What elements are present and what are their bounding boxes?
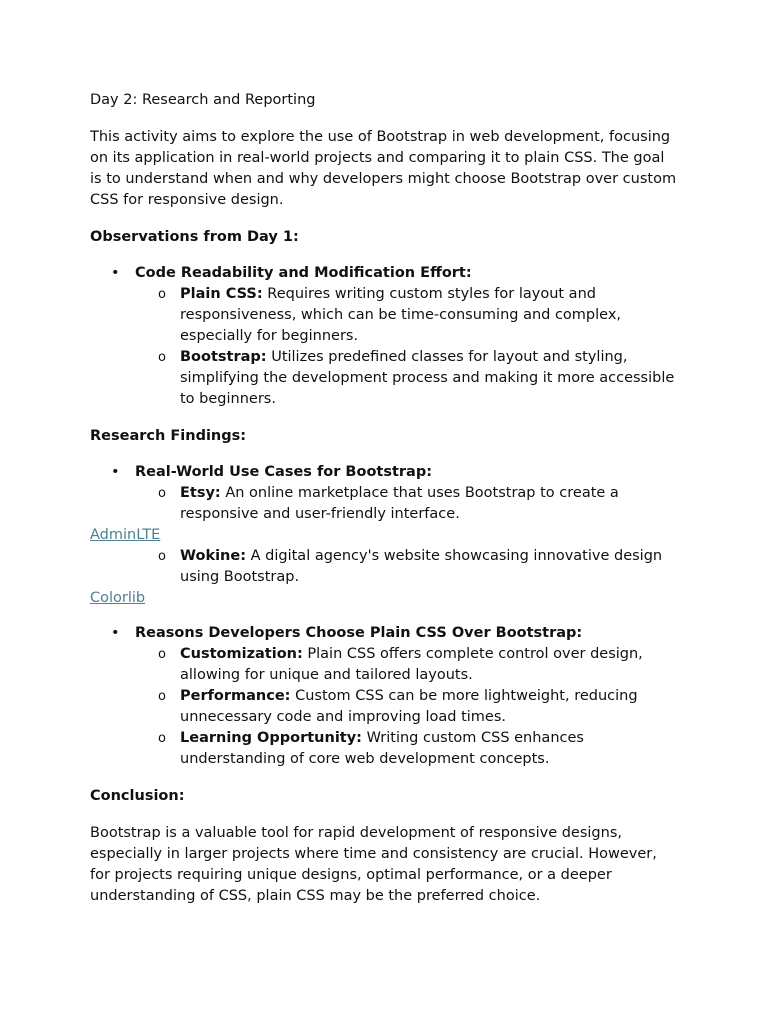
sub-bullet-text: Requires writing custom styles for layout and responsiveness, which can be time-consuming and complex, especially for beginners.: [180, 286, 622, 344]
sub-bullet-plain-css: [90, 284, 678, 347]
bullet-dot-icon: •: [111, 464, 120, 480]
sub-bullet-label: Wokine:: [180, 548, 247, 564]
sub-bullet-circle-icon: o: [158, 647, 166, 662]
bullet-label: Reasons Developers Choose Plain CSS Over Bootstrap:: [135, 625, 583, 641]
sub-bullet-text: A digital agency's website showcasing innovative design using Bootstrap.: [180, 548, 663, 585]
sub-bullet-label: Etsy:: [180, 485, 221, 501]
sub-bullet-etsy: [90, 483, 678, 525]
bullet-item-reasons: [90, 623, 678, 644]
conclusion-paragraph: Bootstrap is a valuable tool for rapid development of responsive designs, especially in larger projects where time and consistency are crucial. However, for projects requiring unique designs, optimal performance, or a deeper understanding of CSS, plain CSS may be the preferred choice.: [90, 825, 657, 904]
sub-bullet-label: Plain CSS:: [180, 286, 263, 302]
bullet-item-code-readability: [90, 263, 678, 284]
sub-bullet-circle-icon: o: [158, 731, 166, 746]
bullet-label: Real-World Use Cases for Bootstrap:: [135, 464, 433, 480]
sub-bullet-label: Performance:: [180, 688, 291, 704]
sub-bullet-circle-icon: o: [158, 689, 166, 704]
sub-bullet-circle-icon: o: [158, 350, 166, 365]
document-title: Day 2: Research and Reporting: [90, 92, 316, 108]
conclusion-heading: Conclusion:: [90, 788, 185, 804]
sub-bullet-customization: [90, 644, 678, 686]
bullet-dot-icon: •: [111, 265, 120, 281]
sub-bullet-bootstrap: [90, 347, 678, 410]
sub-bullet-text: Custom CSS can be more lightweight, reducing unnecessary code and improving load times.: [180, 688, 638, 725]
colorlib-link[interactable]: Colorlib: [90, 590, 146, 606]
sub-bullet-label: Learning Opportunity:: [180, 730, 362, 746]
bullet-item-use-cases: [90, 462, 678, 483]
sub-bullet-circle-icon: o: [158, 287, 166, 302]
sub-bullet-circle-icon: o: [158, 549, 166, 564]
bullet-dot-icon: •: [111, 625, 120, 641]
sub-bullet-learning-opportunity: [90, 728, 678, 770]
document-page: [90, 90, 678, 907]
sub-bullet-label: Customization:: [180, 646, 303, 662]
sub-bullet-wokine: [90, 546, 678, 588]
sub-bullet-performance: [90, 686, 678, 728]
sub-bullet-text: An online marketplace that uses Bootstrap to create a responsive and user-friendly interface.: [180, 485, 619, 522]
sub-bullet-text: Plain CSS offers complete control over design, allowing for unique and tailored layouts.: [180, 646, 643, 683]
bullet-label: Code Readability and Modification Effort:: [135, 265, 472, 281]
sub-bullet-text: Utilizes predefined classes for layout and styling, simplifying the development process and making it more accessible to beginners.: [180, 349, 675, 407]
observations-heading: Observations from Day 1:: [90, 229, 299, 245]
intro-paragraph: This activity aims to explore the use of Bootstrap in web development, focusing on its application in real-world projects and comparing it to plain CSS. The goal is to understand when and why developers might choose Bootstrap over custom CSS for responsive design.: [90, 129, 677, 208]
sub-bullet-text: Writing custom CSS enhances understanding of core web development concepts.: [180, 730, 584, 767]
sub-bullet-circle-icon: o: [158, 486, 166, 501]
adminlte-link[interactable]: AdminLTE: [90, 527, 161, 543]
sub-bullet-label: Bootstrap:: [180, 349, 267, 365]
research-heading: Research Findings:: [90, 428, 247, 444]
